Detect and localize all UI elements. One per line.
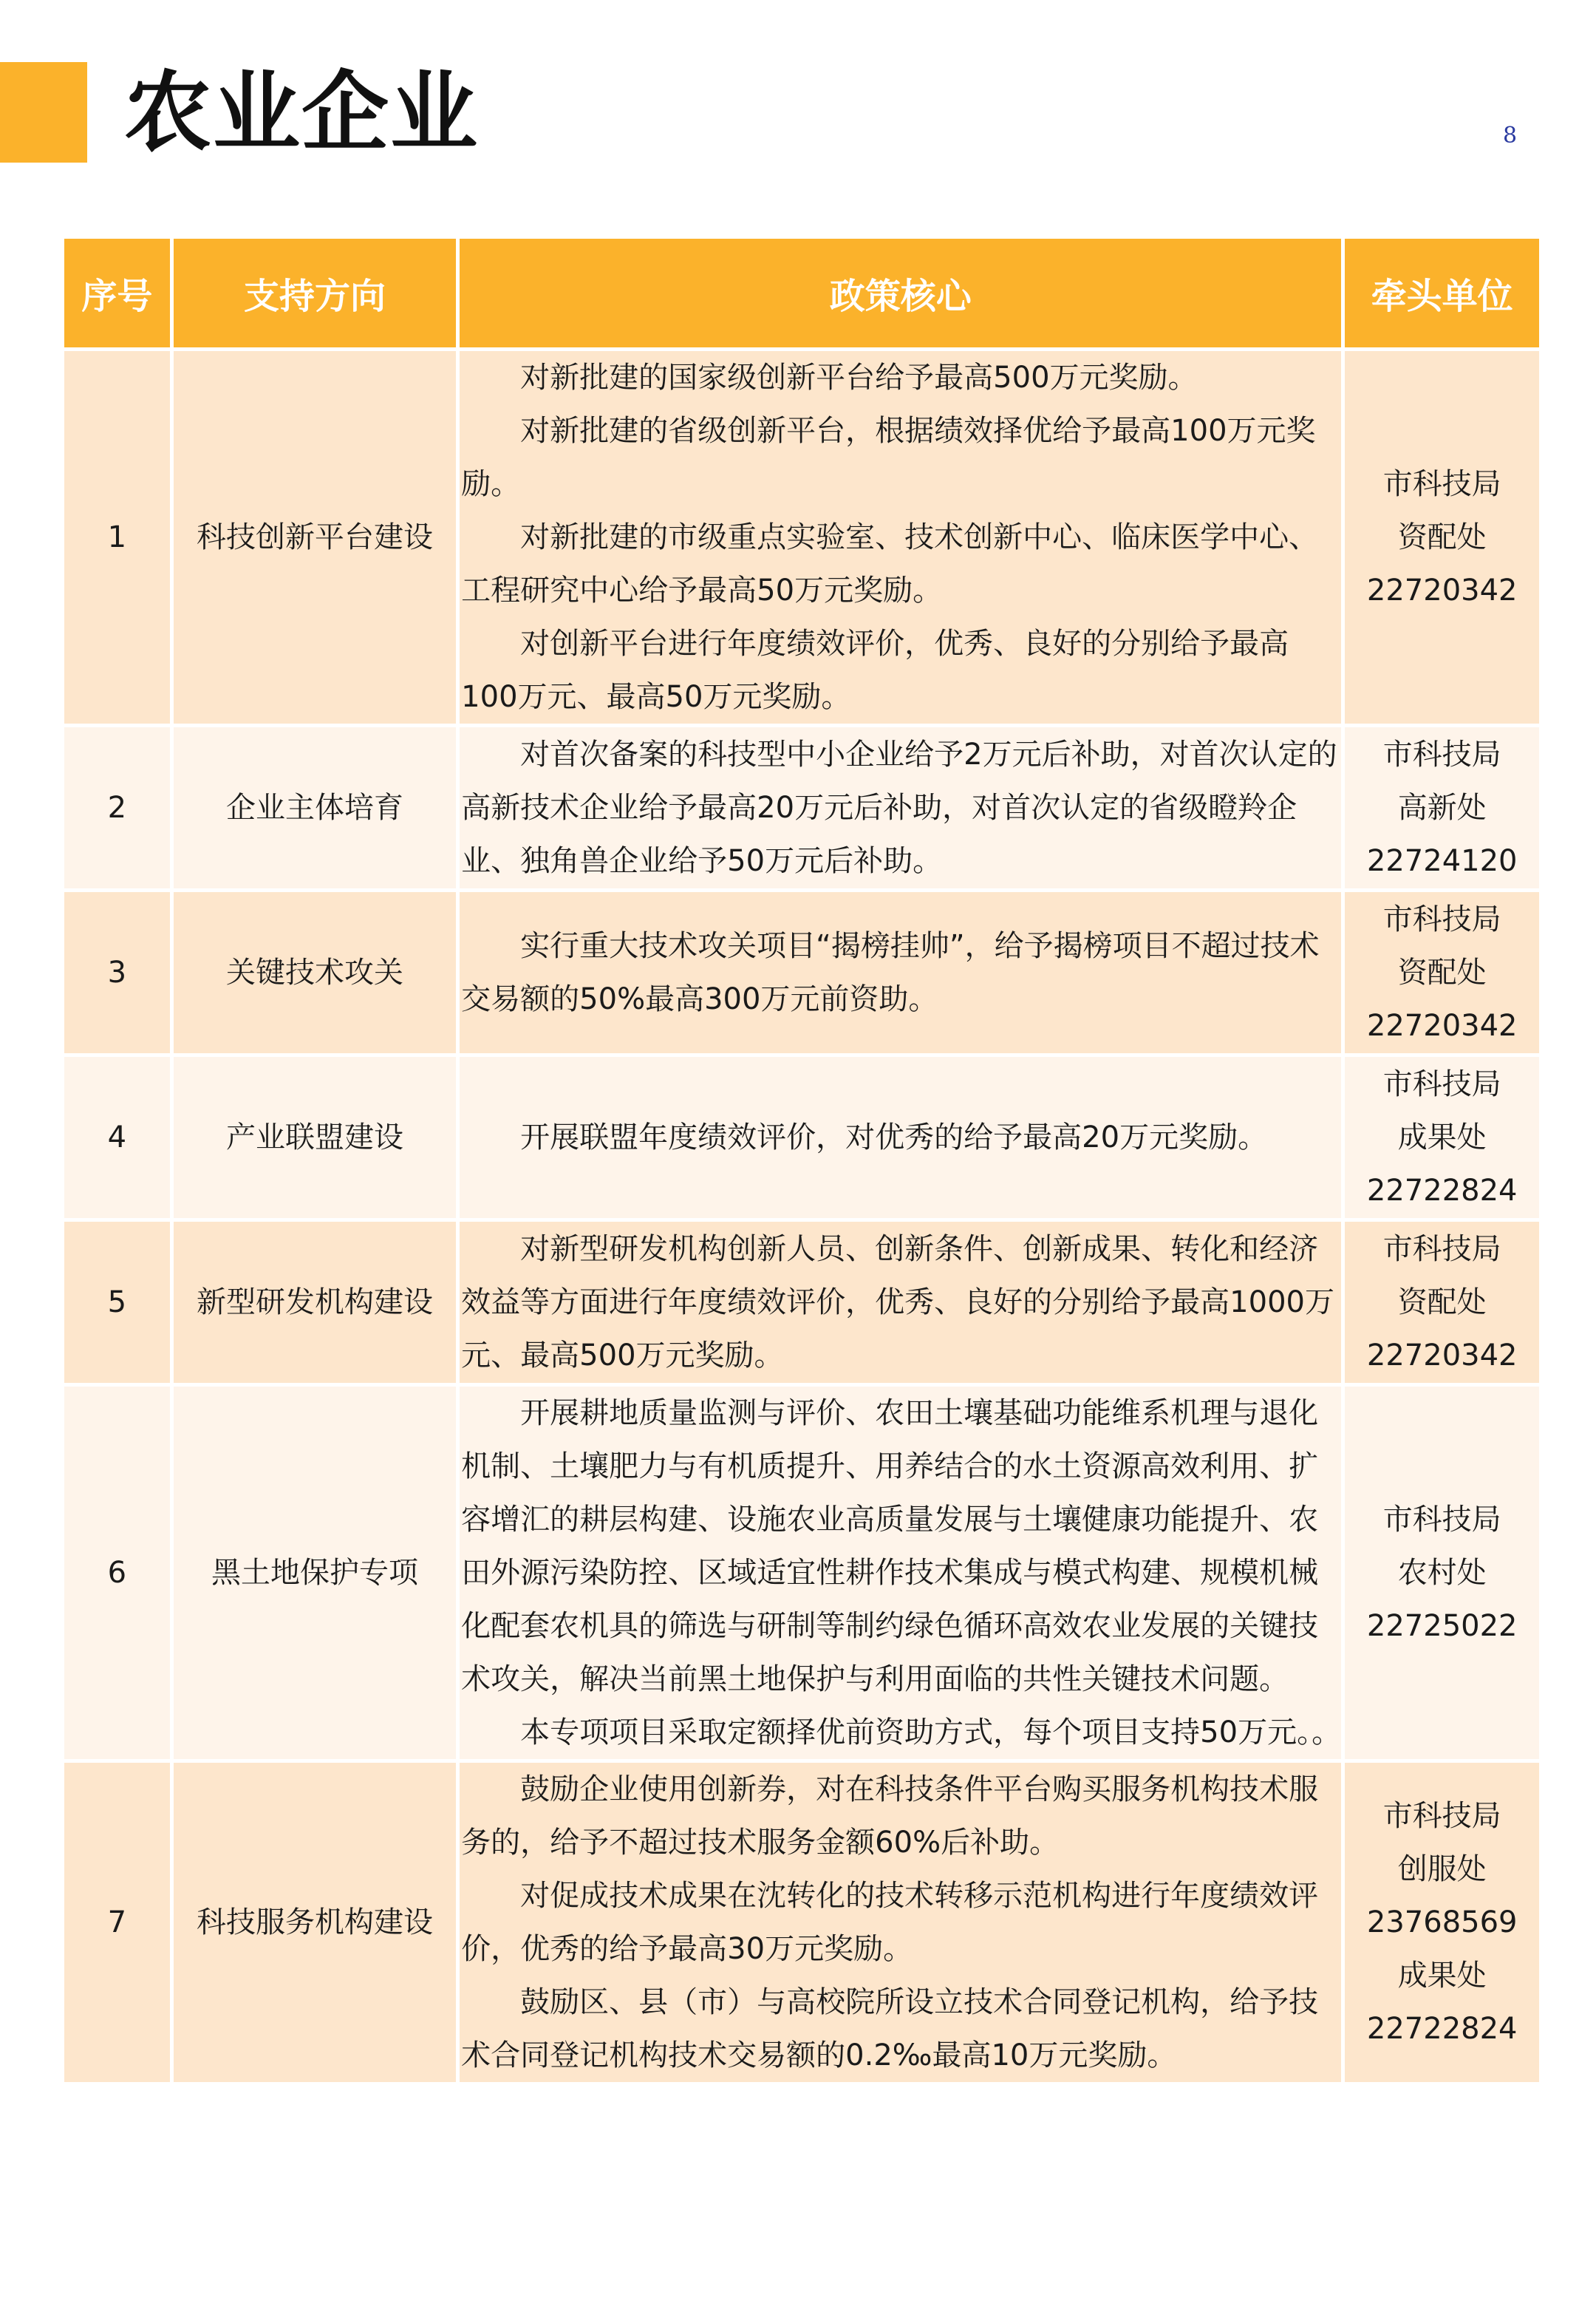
table-row (63, 1385, 1541, 1761)
row-unit (1343, 726, 1541, 891)
table-row (63, 1220, 1541, 1385)
table-row (63, 1055, 1541, 1220)
unit-phone: 22725022 (1366, 1609, 1518, 1643)
core-paragraph: 对创新平台进行年度绩效评价，优秀、良好的分别给予最高100万元、最高50万元奖励。 (461, 627, 1289, 714)
unit-line: 市科技局 (1382, 902, 1501, 936)
row-unit (1343, 1055, 1541, 1220)
unit-line: 高新处 (1397, 791, 1487, 825)
row-unit (1343, 1761, 1541, 2084)
unit-phone: 22720342 (1366, 1009, 1518, 1043)
row-direction: 科技创新平台建设 (171, 350, 457, 726)
unit-line: 成果处 (1397, 1120, 1487, 1154)
core-paragraph: 本专项项目采取定额择优前资助方式，每个项目支持50万元。。 (520, 1715, 1342, 1749)
unit-line: 市科技局 (1382, 1799, 1501, 1833)
header-num: 序号 (63, 237, 172, 350)
row-core (458, 1055, 1343, 1220)
row-core (458, 1385, 1343, 1761)
row-direction: 黑土地保护专项 (171, 1385, 457, 1761)
row-core (458, 1220, 1343, 1385)
core-paragraph: 实行重大技术攻关项目“揭榜挂帅”，给予揭榜项目不超过技术交易额的50%最高300万元前资助。 (461, 929, 1320, 1016)
row-direction: 新型研发机构建设 (171, 1220, 457, 1385)
row-number: 3 (63, 891, 172, 1055)
core-paragraph: 对新批建的国家级创新平台给予最高500万元奖励。 (520, 361, 1198, 395)
core-paragraph: 鼓励区、县（市）与高校院所设立技术合同登记机构，给予技术合同登记机构技术交易额的0.2‰最高10万元奖励。 (461, 1985, 1319, 2072)
row-direction: 科技服务机构建设 (171, 1761, 457, 2084)
core-paragraph: 鼓励企业使用创新券，对在科技条件平台购买服务机构技术服务的，给予不超过技术服务金额60%后补助。 (461, 1772, 1319, 1860)
unit-line: 市科技局 (1382, 1067, 1501, 1101)
core-paragraph: 开展联盟年度绩效评价，对优秀的给予最高20万元奖励。 (520, 1120, 1268, 1154)
row-core (458, 1761, 1343, 2084)
row-core (458, 891, 1343, 1055)
unit-phone: 23768569 (1366, 1905, 1518, 1939)
unit-line: 创服处 (1397, 1852, 1487, 1886)
table-header-row (63, 237, 1541, 350)
unit-line: 市科技局 (1382, 1232, 1501, 1266)
row-number: 1 (63, 350, 172, 726)
table-row (63, 1761, 1541, 2084)
table-row (63, 350, 1541, 726)
core-paragraph: 对促成技术成果在沈转化的技术转移示范机构进行年度绩效评价，优秀的给予最高30万元奖励。 (461, 1879, 1319, 1966)
unit-line: 资配处 (1397, 956, 1487, 990)
unit-line: 农村处 (1397, 1556, 1487, 1590)
header-unit: 牵头单位 (1343, 237, 1541, 350)
core-paragraph: 对新批建的省级创新平台，根据绩效择优给予最高100万元奖励。 (461, 414, 1316, 501)
row-number: 6 (63, 1385, 172, 1761)
core-paragraph: 对新型研发机构创新人员、创新条件、创新成果、转化和经济效益等方面进行年度绩效评价，优秀、良好的分别给予最高1000万元、最高500万元奖励。 (461, 1232, 1334, 1373)
table-row (63, 891, 1541, 1055)
unit-line: 资配处 (1397, 1285, 1487, 1319)
core-paragraph: 对首次备案的科技型中小企业给予2万元后补助，对首次认定的高新技术企业给予最高20万元后补助，对首次认定的省级瞪羚企业、独角兽企业给予50万元后补助。 (461, 738, 1337, 878)
row-direction: 企业主体培育 (171, 726, 457, 891)
table-row (63, 726, 1541, 891)
unit-line: 成果处 (1397, 1959, 1487, 1993)
row-unit (1343, 891, 1541, 1055)
row-unit (1343, 350, 1541, 726)
row-direction: 关键技术攻关 (171, 891, 457, 1055)
header-core: 政策核心 (458, 237, 1343, 350)
unit-line: 市科技局 (1382, 467, 1501, 501)
page-number: 8 (1503, 123, 1518, 149)
row-number: 5 (63, 1220, 172, 1385)
unit-phone: 22720342 (1366, 1339, 1518, 1373)
unit-line: 市科技局 (1382, 1503, 1501, 1537)
title-accent-bar (0, 62, 87, 163)
row-unit (1343, 1385, 1541, 1761)
row-number: 7 (63, 1761, 172, 2084)
row-unit (1343, 1220, 1541, 1385)
unit-line: 市科技局 (1382, 738, 1501, 772)
unit-phone: 22722824 (1366, 2012, 1518, 2046)
unit-phone: 22720342 (1366, 574, 1518, 608)
header-direction: 支持方向 (171, 237, 457, 350)
core-paragraph: 开展耕地质量监测与评价、农田土壤基础功能维系机理与退化机制、土壤肥力与有机质提升、用养结合的水土资源高效利用、扩容增汇的耕层构建、设施农业高质量发展与土壤健康功能提升、农田外源污染防控、区域适宜性耕作技术集成与模式构建、规模机械化配套农机具的筛选与研制等制约绿色循环高效农业发展的关键技术攻关，解决当前黑土地保护与利用面临的共性关键技术问题。 (461, 1396, 1319, 1696)
row-direction: 产业联盟建设 (171, 1055, 457, 1220)
page-title: 农业企业 (124, 61, 480, 163)
policy-table (61, 235, 1543, 2086)
unit-phone: 22724120 (1366, 844, 1518, 878)
row-core (458, 350, 1343, 726)
row-core (458, 726, 1343, 891)
unit-line: 资配处 (1397, 520, 1487, 554)
core-paragraph: 对新批建的市级重点实验室、技术创新中心、临床医学中心、工程研究中心给予最高50万元奖励。 (461, 520, 1319, 608)
row-number: 4 (63, 1055, 172, 1220)
row-number: 2 (63, 726, 172, 891)
unit-phone: 22722824 (1366, 1174, 1518, 1208)
